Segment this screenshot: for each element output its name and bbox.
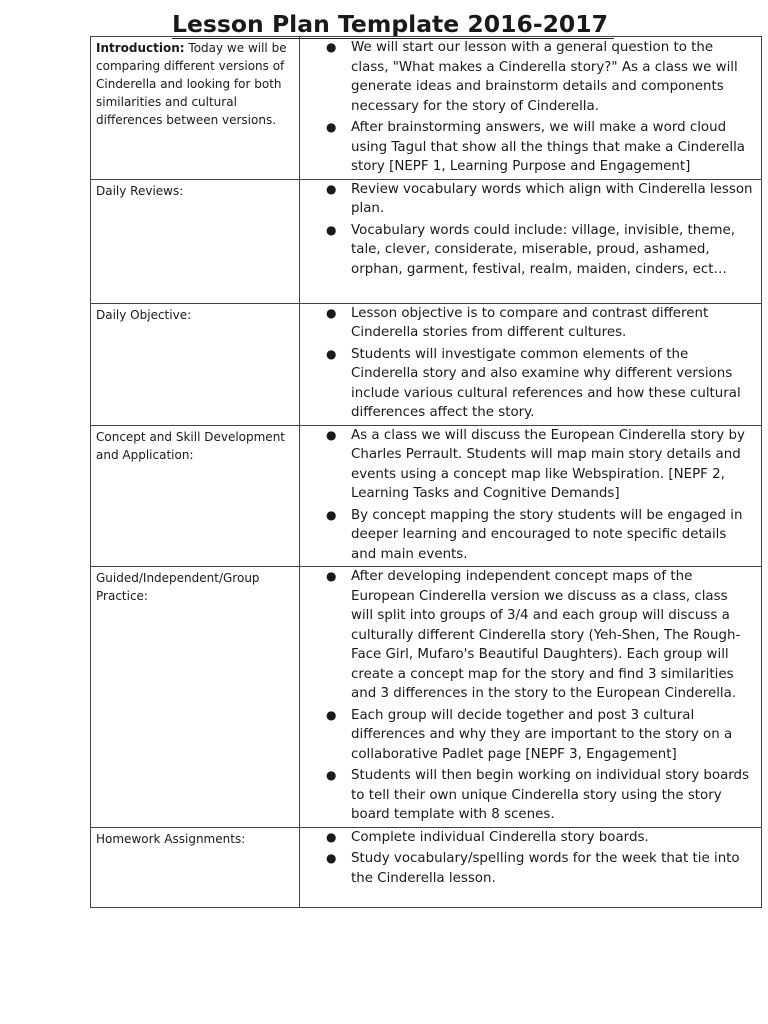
bullet-item bbox=[300, 766, 753, 825]
bullet-icon: ● bbox=[326, 40, 337, 54]
row-concept-skill bbox=[91, 425, 762, 567]
row-label-text: Guided/Independent/Group Practice: bbox=[96, 571, 260, 603]
page-title: Lesson Plan Template 2016-2017 bbox=[172, 10, 614, 39]
bullet-icon: ● bbox=[326, 120, 337, 134]
bullet-item bbox=[300, 180, 753, 219]
row-daily-objective bbox=[91, 303, 762, 425]
bullet-text: Study vocabulary/spelling words for the week that tie into the Cinderella lesson. bbox=[351, 851, 740, 886]
bullet-text: Complete individual Cinderella story boards. bbox=[351, 829, 649, 845]
bullet-text: By concept mapping the story students will be engaged in deeper learning and encouraged to note specific details and main events. bbox=[351, 507, 743, 562]
bullet-item bbox=[300, 567, 753, 704]
row-content bbox=[300, 37, 762, 180]
row-content bbox=[300, 179, 762, 303]
bullet-item bbox=[300, 828, 753, 848]
bullet-text: Students will then begin working on individual story boards to tell their own unique Cinderella story using the story board template with 8 scenes. bbox=[351, 768, 750, 822]
bullet-list bbox=[300, 180, 753, 280]
bullet-icon: ● bbox=[326, 222, 337, 237]
bullet-icon: ● bbox=[326, 768, 337, 782]
bullet-icon: ● bbox=[326, 181, 337, 196]
bullet-list bbox=[300, 38, 753, 177]
row-content bbox=[300, 425, 762, 567]
row-content bbox=[300, 567, 762, 828]
bullet-item bbox=[300, 221, 753, 280]
bullet-item bbox=[300, 38, 753, 116]
row-label-bold: Introduction: bbox=[96, 41, 185, 55]
row-label bbox=[91, 179, 300, 303]
bullet-text: Lesson objective is to compare and contrast different Cinderella stories from different cultures. bbox=[351, 305, 709, 340]
row-label-text: Today we will be comparing different versions of Cinderella and looking for both similarities and cultural differences between versions. bbox=[96, 41, 287, 127]
bullet-list bbox=[300, 828, 753, 889]
bullet-icon: ● bbox=[326, 707, 337, 722]
lesson-plan-table bbox=[90, 36, 762, 908]
row-label-text: Daily Reviews: bbox=[96, 183, 184, 198]
row-label bbox=[91, 827, 300, 907]
bullet-item bbox=[300, 506, 753, 565]
bullet-text: Students will investigate common elements of the Cinderella story and also examine why different versions include various cultural references and how these cultural differences affect the story. bbox=[351, 346, 741, 420]
row-label-text: Homework Assignments: bbox=[96, 831, 246, 846]
row-content bbox=[300, 303, 762, 425]
bullet-icon: ● bbox=[326, 427, 337, 442]
row-label-text: Daily Objective: bbox=[96, 307, 192, 322]
row-label bbox=[91, 567, 300, 828]
bullet-item bbox=[300, 345, 753, 423]
bullet-list bbox=[300, 304, 753, 423]
bullet-text: We will start our lesson with a general question to the class, "What makes a Cinderella story?" As a class we will generate ideas and brainstorm details and components necessary for the story of Cinderella. bbox=[351, 40, 738, 114]
bullet-item bbox=[300, 849, 753, 888]
row-daily-reviews bbox=[91, 179, 762, 303]
row-label bbox=[91, 303, 300, 425]
bullet-text: After brainstorming answers, we will make a word cloud using Tagul that show all the things that make a Cinderella story [NEPF 1, Learning Purpose and Engagement] bbox=[351, 120, 746, 174]
bullet-icon: ● bbox=[326, 829, 337, 844]
bullet-text: Each group will decide together and post 3 cultural differences and why they are important to the story on a collaborative Padlet page [NEPF 3, Engagement] bbox=[351, 707, 733, 762]
row-label bbox=[91, 425, 300, 567]
row-homework bbox=[91, 827, 762, 907]
row-content bbox=[300, 827, 762, 907]
bullet-item bbox=[300, 304, 753, 343]
row-label bbox=[91, 37, 300, 180]
bullet-icon: ● bbox=[326, 346, 337, 361]
row-introduction bbox=[91, 37, 762, 180]
bullet-item bbox=[300, 706, 753, 765]
bullet-icon: ● bbox=[326, 507, 337, 522]
bullet-item bbox=[300, 426, 753, 504]
row-guided-practice bbox=[91, 567, 762, 828]
bullet-icon: ● bbox=[326, 851, 337, 865]
bullet-list bbox=[300, 567, 753, 825]
bullet-icon: ● bbox=[326, 305, 337, 320]
bullet-item bbox=[300, 118, 753, 177]
bullet-text: After developing independent concept maps of the European Cinderella version we discuss as a class, class will split into groups of 3/4 and each group will discuss a culturally different Cinderella story (Yeh-Shen, The Rough-Face Girl, Mufaro's Beautiful Daughters). Each group will create a concept map for the story and find 3 similarities and 3 differences in the story to the European Cinderella. bbox=[351, 569, 741, 701]
bullet-list bbox=[300, 426, 753, 565]
bullet-text: Review vocabulary words which align with Cinderella lesson plan. bbox=[351, 181, 753, 216]
bullet-text: Vocabulary words could include: village, invisible, theme, tale, clever, considerate, miserable, proud, ashamed, orphan, garment, festival, realm, maiden, cinders, ect… bbox=[351, 222, 736, 277]
row-label-text: Concept and Skill Development and Application: bbox=[96, 429, 285, 462]
bullet-text: As a class we will discuss the European Cinderella story by Charles Perrault. Students will map main story details and events using a concept map like Webspiration. [NEPF 2, Learning Tasks and Cognitive Demands] bbox=[351, 427, 745, 501]
bullet-icon: ● bbox=[326, 569, 337, 583]
